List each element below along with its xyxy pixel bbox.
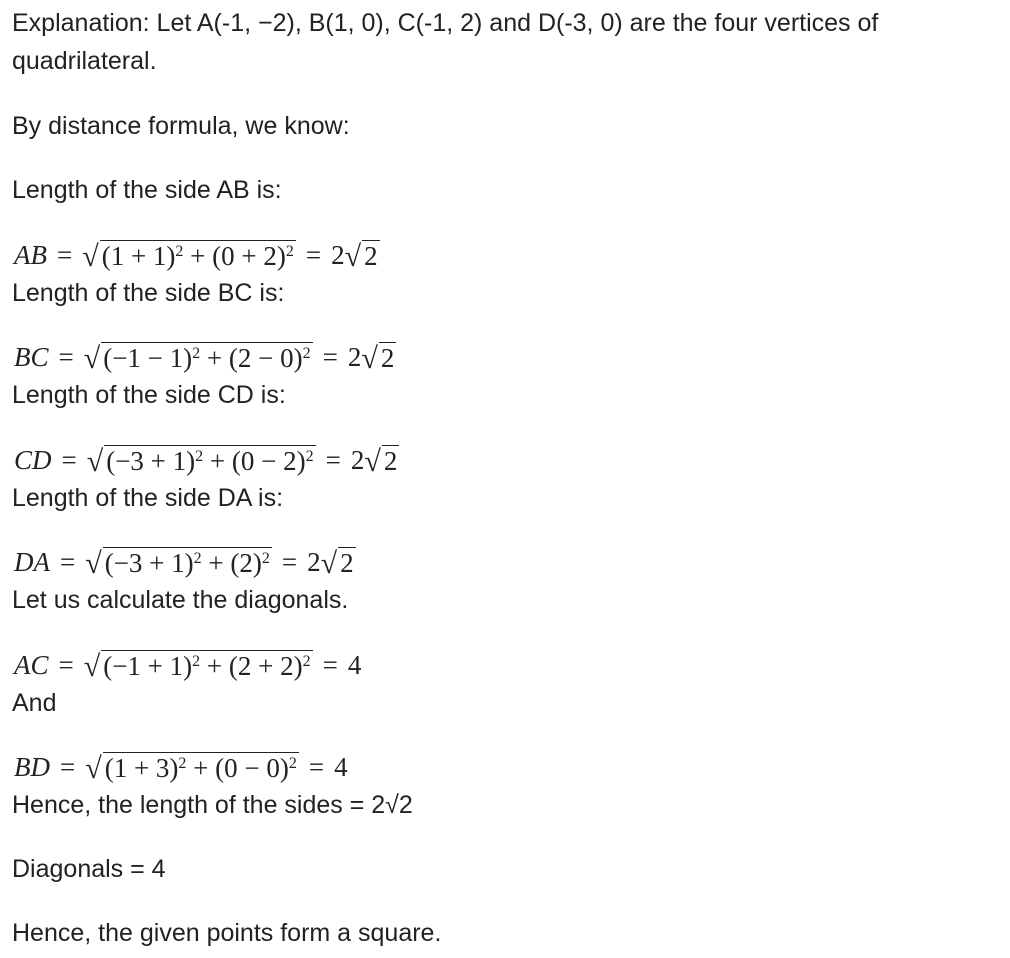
equals-sign: = xyxy=(61,444,77,475)
radical xyxy=(85,751,299,785)
coefficient: 2 xyxy=(307,546,321,577)
equals-sign: = xyxy=(308,751,325,782)
radical-sign: √ xyxy=(82,239,99,273)
radicand xyxy=(104,445,315,475)
eq-lhs: BD xyxy=(14,751,50,782)
term: (−3 + 1) xyxy=(104,547,194,578)
equals-sign: = xyxy=(60,751,76,782)
exponent: 2 xyxy=(193,549,202,567)
eq-lhs: BC xyxy=(14,341,49,372)
exponent: 2 xyxy=(195,447,204,465)
equals-sign: = xyxy=(281,546,298,577)
term: (−1 − 1) xyxy=(103,342,193,373)
eq-result xyxy=(348,342,396,373)
exponent: 2 xyxy=(192,344,201,362)
da-label: Length of the side DA is: xyxy=(12,484,284,512)
radicand: 2 xyxy=(364,240,378,271)
coefficient: 2 xyxy=(331,239,345,270)
term: (−1 + 1) xyxy=(103,650,193,681)
radicand xyxy=(101,342,312,372)
radical xyxy=(82,239,296,273)
and-text: And xyxy=(12,689,57,717)
eq-lhs: AB xyxy=(14,239,47,270)
radical-sign: √ xyxy=(344,239,362,273)
ab-equation xyxy=(14,236,380,274)
bc-equation xyxy=(14,338,396,376)
ab-label: Length of the side AB is: xyxy=(12,176,282,204)
radical-sign: √ xyxy=(361,341,378,375)
equals-sign: = xyxy=(57,239,73,270)
exponent: 2 xyxy=(192,652,201,670)
term: (0 + 2) xyxy=(212,240,286,271)
plus-sign: + xyxy=(200,342,229,373)
radical xyxy=(85,546,272,580)
distance-formula-text: By distance formula, we know: xyxy=(12,112,350,140)
plus-sign: + xyxy=(203,445,232,476)
radicand: 2 xyxy=(340,547,354,578)
eq-result xyxy=(351,445,399,476)
radicand xyxy=(103,752,299,782)
term: (0 − 0) xyxy=(215,752,289,783)
radicand: 2 xyxy=(383,445,398,476)
plus-sign: + xyxy=(183,240,213,271)
radical xyxy=(83,341,313,375)
radical-sign: √ xyxy=(364,444,381,478)
exponent: 2 xyxy=(178,754,187,772)
bd-equation xyxy=(14,748,348,786)
equals-sign: = xyxy=(60,546,76,577)
equals-sign: = xyxy=(322,649,338,680)
term: (1 + 3) xyxy=(104,752,179,783)
radical xyxy=(83,649,313,683)
plus-sign: + xyxy=(200,650,229,681)
radical-sign: √ xyxy=(83,341,101,375)
radicand xyxy=(100,240,296,270)
diagonals-conclusion: Diagonals = 4 xyxy=(12,855,166,883)
radical-sign: √ xyxy=(85,546,102,580)
exponent: 2 xyxy=(305,447,314,465)
term: (0 − 2) xyxy=(231,445,306,476)
da-equation xyxy=(14,543,356,581)
term: (−3 + 1) xyxy=(106,445,196,476)
eq-result: 4 xyxy=(347,649,362,680)
radicand xyxy=(103,547,272,577)
exponent: 2 xyxy=(175,242,184,260)
term: (2 − 0) xyxy=(228,342,303,373)
cd-label: Length of the side CD is: xyxy=(12,381,286,409)
eq-result xyxy=(307,547,355,578)
intro-paragraph: Explanation: Let A(-1, −2), B(1, 0), C(-1, 2) and D(-3, 0) are the four vertices of quadrilateral. xyxy=(12,9,879,75)
plus-sign: + xyxy=(201,547,231,578)
radicand: 2 xyxy=(380,342,395,373)
exponent: 2 xyxy=(302,344,311,362)
equals-sign: = xyxy=(58,341,74,372)
term: (1 + 1) xyxy=(101,240,176,271)
eq-lhs: CD xyxy=(14,444,52,475)
eq-result xyxy=(331,240,379,271)
exponent: 2 xyxy=(261,549,270,567)
term: (2 + 2) xyxy=(228,650,303,681)
term: (2) xyxy=(230,547,262,578)
radical xyxy=(364,444,399,478)
radical xyxy=(344,239,380,273)
eq-lhs: DA xyxy=(14,546,50,577)
coefficient: 2 xyxy=(347,341,362,372)
radical-sign: √ xyxy=(85,751,102,785)
eq-lhs: AC xyxy=(14,649,49,680)
eq-result: 4 xyxy=(334,751,348,782)
exponent: 2 xyxy=(285,242,294,260)
radical-sign: √ xyxy=(320,546,338,580)
radical xyxy=(361,341,396,375)
sides-conclusion: Hence, the length of the sides = 2√2 xyxy=(12,791,413,819)
equals-sign: = xyxy=(322,341,338,372)
plus-sign: + xyxy=(186,752,216,783)
cd-equation xyxy=(14,441,399,479)
radical xyxy=(86,444,316,478)
exponent: 2 xyxy=(302,652,311,670)
ac-equation xyxy=(14,646,361,684)
radical xyxy=(320,546,356,580)
radicand xyxy=(101,650,312,680)
diagonals-intro: Let us calculate the diagonals. xyxy=(12,586,349,614)
bc-label: Length of the side BC is: xyxy=(12,279,285,307)
exponent: 2 xyxy=(288,754,297,772)
coefficient: 2 xyxy=(350,444,365,475)
equals-sign: = xyxy=(305,239,322,270)
radical-sign: √ xyxy=(83,649,101,683)
radical-sign: √ xyxy=(86,444,104,478)
equals-sign: = xyxy=(58,649,74,680)
equals-sign: = xyxy=(325,444,341,475)
final-conclusion: Hence, the given points form a square. xyxy=(12,919,442,947)
